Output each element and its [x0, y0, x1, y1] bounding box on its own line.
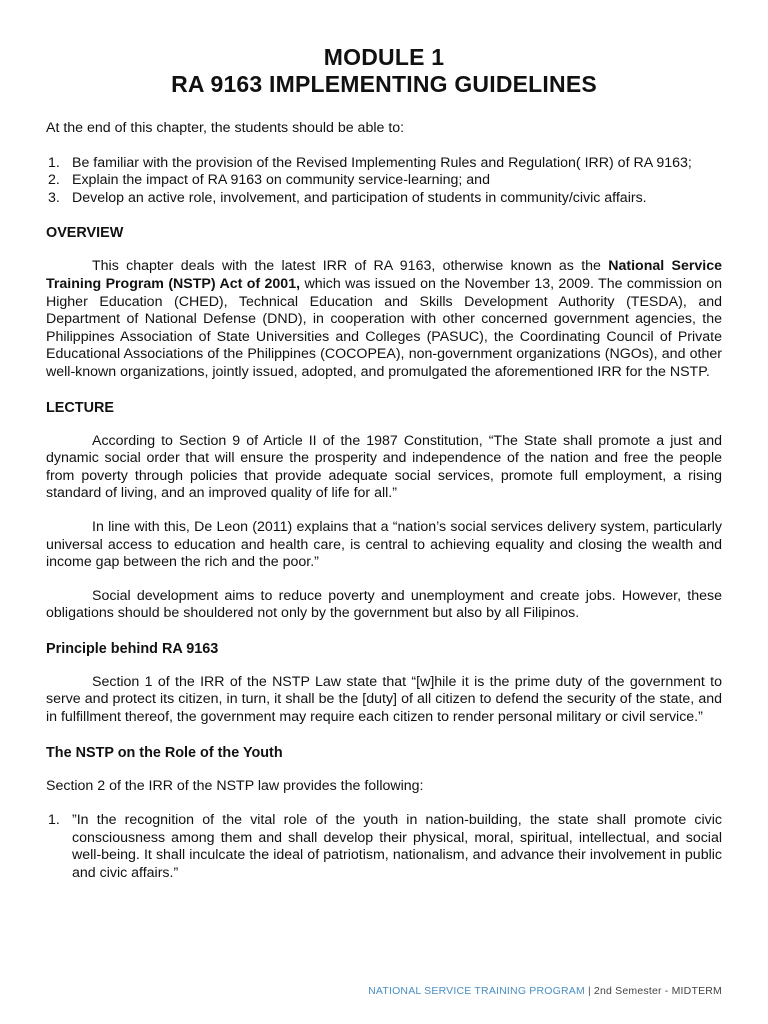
footer-separator: |: [587, 985, 591, 997]
youth-heading: The NSTP on the Role of the Youth: [46, 744, 283, 761]
overview-paragraph: This chapter deals with the latest IRR of RA 9163, otherwise known as the National Service Training Program (NSTP) Act of 2001, which was issued on the November 13, 2009. The commission on Higher Education (CHED), Technical Education and Skills Development Authority (TESDA), and Department of National Defense (DND), in cooperation with other concerned government agencies, the Philippines Association of State Universities and Colleges (PASUC), the Coordinating Council of Private Educational Associations of the Philippines (COCOPEA), non-government organizations (NGOs), and other well-known organizations, jointly issued, adopted, and promulgated the aforementioned IRR for the NSTP.: [46, 258, 722, 380]
principle-paragraph: Section 1 of the IRR of the NSTP Law state that “[w]hile it is the prime duty of the government to serve and protect its citizen, in turn, it shall be the [duty] of all citizen to defend the security of the state, and in fulfillment thereof, the government may require each citizen to render personal military or civil service.”: [46, 673, 722, 726]
list-item: 2. Explain the impact of RA 9163 on community service-learning; and: [48, 172, 490, 189]
principle-heading: Principle behind RA 9163: [46, 640, 219, 657]
overview-heading: OVERVIEW: [46, 225, 124, 242]
youth-intro: Section 2 of the IRR of the NSTP law provides the following:: [46, 777, 424, 794]
intro-text: At the end of this chapter, the students should be able to:: [46, 120, 405, 136]
page-footer: [0, 985, 722, 997]
lecture-paragraph: In line with this, De Leon (2011) explains that a “nation’s social services delivery system, particularly universal access to education and health care, is central to achieving equality and closing the wealth and income gap between the rich and the poor.”: [46, 518, 722, 571]
list-item: 3. Develop an active role, involvement, and participation of students in community/civic affairs.: [48, 189, 647, 206]
lecture-paragraph: According to Section 9 of Article II of the 1987 Constitution, “The State shall promote a just and dynamic social order that will ensure the prosperity and independence of the nation and free the people from poverty through policies that provide adequate social services, promote full employment, a rising standard of living, and an improved quality of life for all.”: [46, 432, 722, 502]
youth-list: [46, 812, 722, 882]
objectives-list: [46, 155, 722, 208]
footer-semester: 2nd Semester - MIDTERM: [593, 985, 722, 997]
lecture-heading: LECTURE: [46, 399, 114, 416]
title-line-1: MODULE 1: [323, 44, 445, 70]
footer-program: NATIONAL SERVICE TRAINING PROGRAM: [368, 985, 585, 997]
title-line-2: RA 9163 IMPLEMENTING GUIDELINES: [171, 71, 597, 97]
lecture-paragraph: Social development aims to reduce poverty and unemployment and create jobs. However, these obligations should be shouldered not only by the government but also by all Filipinos.: [46, 587, 722, 622]
list-item: 1. Be familiar with the provision of the Revised Implementing Rules and Regulation( IRR) of RA 9163;: [48, 154, 692, 171]
list-item: 1. ”In the recognition of the vital role of the youth in nation-building, the state shall promote civic consciousness among them and shall develop their physical, moral, spiritual, intellectual, and social well-being. It shall inculcate the ideal of patriotism, nationalism, and advance their involvement in public and civic affairs.”: [48, 812, 722, 882]
page-title: [46, 44, 722, 98]
nstp-act-bold: National Service Training Program (NSTP) Act of 2001,: [46, 258, 722, 292]
